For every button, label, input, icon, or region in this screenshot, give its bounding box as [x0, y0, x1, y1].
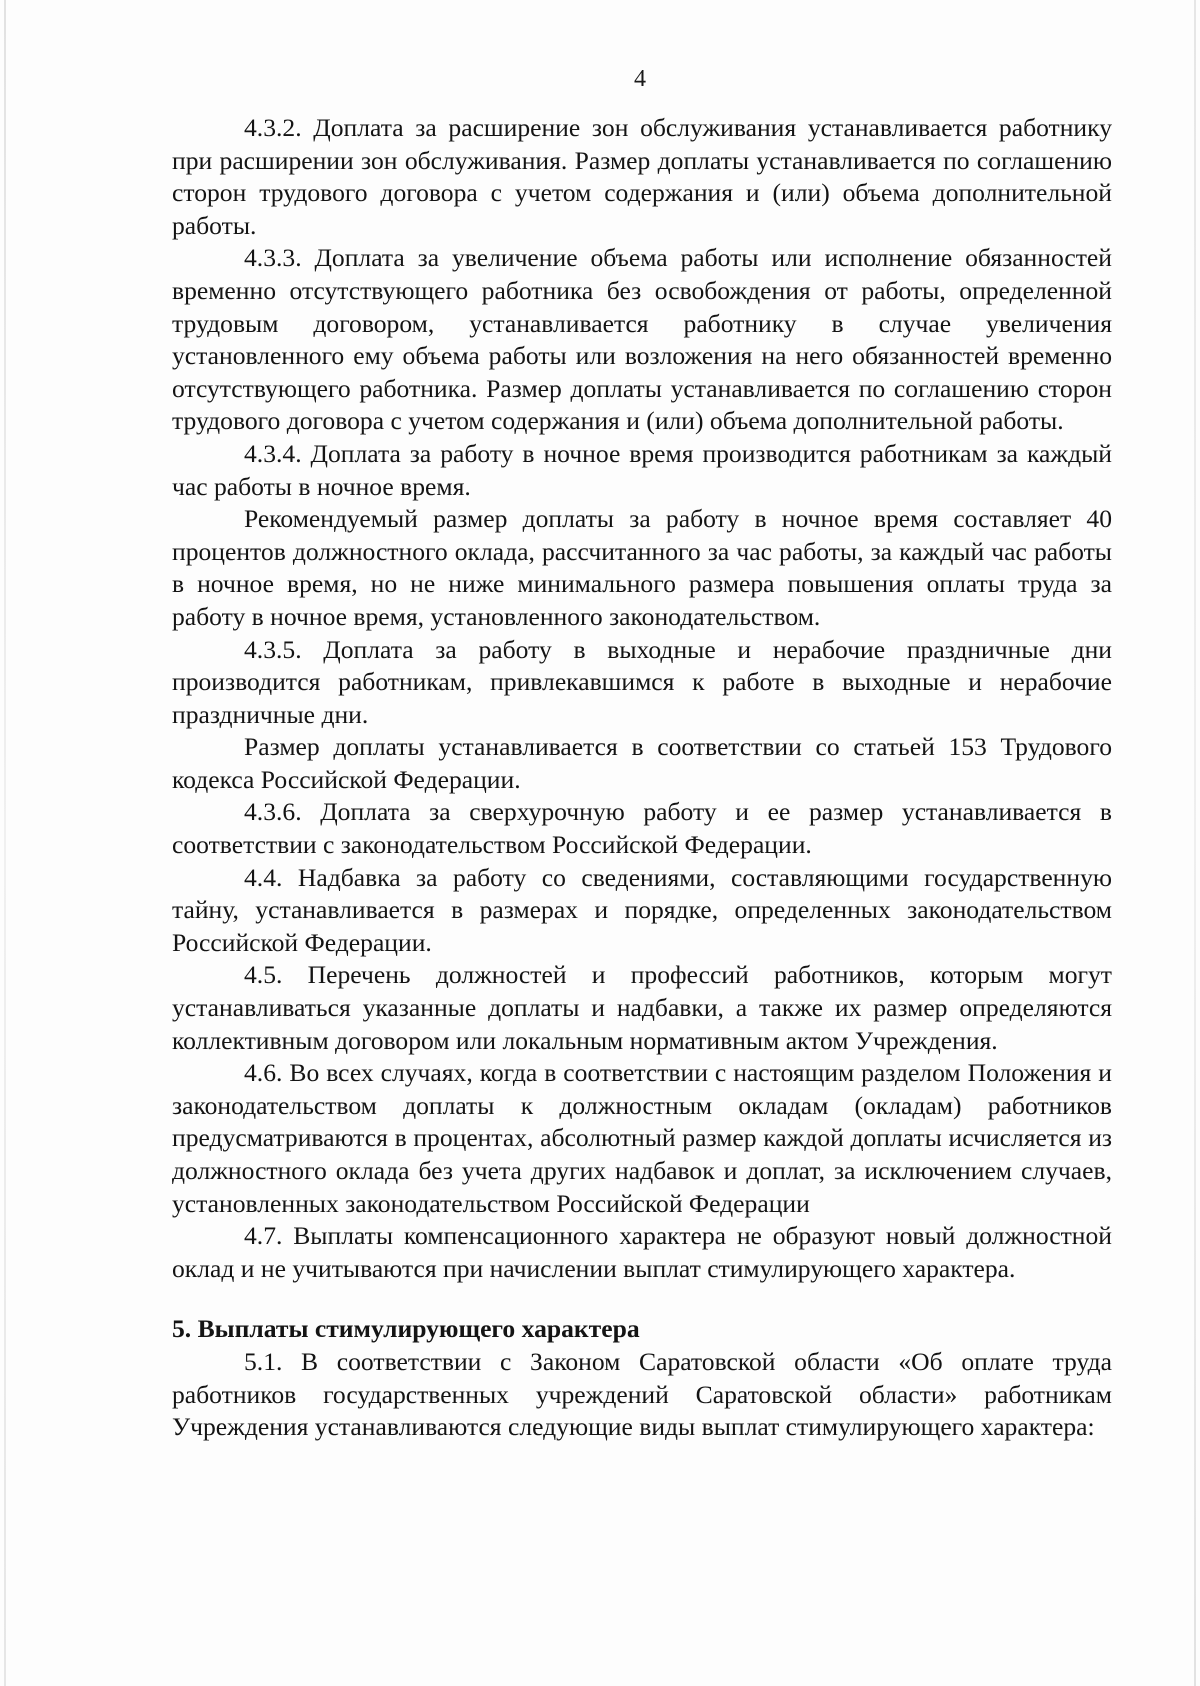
scan-edge-left [4, 0, 6, 1686]
page-number: 4 [634, 66, 646, 92]
paragraph-4-3-5: 4.3.5. Доплата за работу в выходные и нерабочие праздничные дни производится работникам, привлекавшимся к работе в выходные и нерабочие праздничные дни. [172, 634, 1112, 729]
paragraph-4-4: 4.4. Надбавка за работу со сведениями, составляющими государственную тайну, устанавливается в размерах и порядке, определенных законодательством Российской Федерации. [172, 862, 1112, 957]
paragraph-4-3-2: 4.3.2. Доплата за расширение зон обслуживания устанавливается работнику при расширении зон обслуживания. Размер доплаты устанавливается по соглашению сторон трудового договора с учетом содержания и (или) объема дополнительной работы. [172, 113, 1112, 240]
section-heading: 5. Выплаты стимулирующего характера [172, 1314, 640, 1344]
paragraph-holiday-rate: Размер доплаты устанавливается в соответствии со статьей 153 Трудового кодекса Российской Федерации. [172, 732, 1112, 794]
paragraph-4-3-4: 4.3.4. Доплата за работу в ночное время производится работникам за каждый час работы в ночное время. [172, 438, 1112, 501]
paragraph-4-3-6: 4.3.6. Доплата за сверхурочную работу и ее размер устанавливается в соответствии с законодательством Российской Федерации. [172, 797, 1112, 860]
paragraph-5-1: 5.1. В соответствии с Законом Саратовской области «Об оплате труда работников государственных учреждений Саратовской области» работникам Учреждения устанавливаются следующие виды выплат стимулирующего характера: [172, 1346, 1112, 1442]
paragraph-4-7: 4.7. Выплаты компенсационного характера не образуют новый должностной оклад и не учитываются при начислении выплат стимулирующего характера. [172, 1221, 1112, 1283]
paragraph-4-3-3: 4.3.3. Доплата за увеличение объема работы или исполнение обязанностей временно отсутствующего работника без освобождения от работы, определенной трудовым договором, устанавливается работнику в случае увеличения установленного ему объема работы или возложения на него обязанностей временно отсутствующего работника. Размер доплаты устанавливается по соглашению сторон трудового договора с учетом содержания и (или) объема дополнительной работы. [172, 243, 1112, 436]
scan-edge-right [1194, 0, 1196, 1686]
paragraph-night-rate: Рекомендуемый размер доплаты за работу в ночное время составляет 40 процентов должностного оклада, рассчитанного за час работы, за каждый час работы в ночное время, но не ниже минимального размера повышения оплаты труда за работу в ночное время, установленного законодательством. [172, 504, 1112, 631]
document-body [172, 112, 1112, 1444]
paragraph-4-6: 4.6. Во всех случаях, когда в соответствии с настоящим разделом Положения и законодательством доплаты к должностным окладам (окладам) работников предусматриваются в процентах, абсолютный размер каждой доплаты исчисляется из должностного оклада без учета других надбавок и доплат, за исключением случаев, установленных законодательством Российской Федерации [172, 1058, 1112, 1218]
paragraph-4-5: 4.5. Перечень должностей и профессий работников, которым могут устанавливаться указанные доплаты и надбавки, а также их размер определяются коллективным договором или локальным нормативным актом Учреждения. [172, 960, 1112, 1055]
